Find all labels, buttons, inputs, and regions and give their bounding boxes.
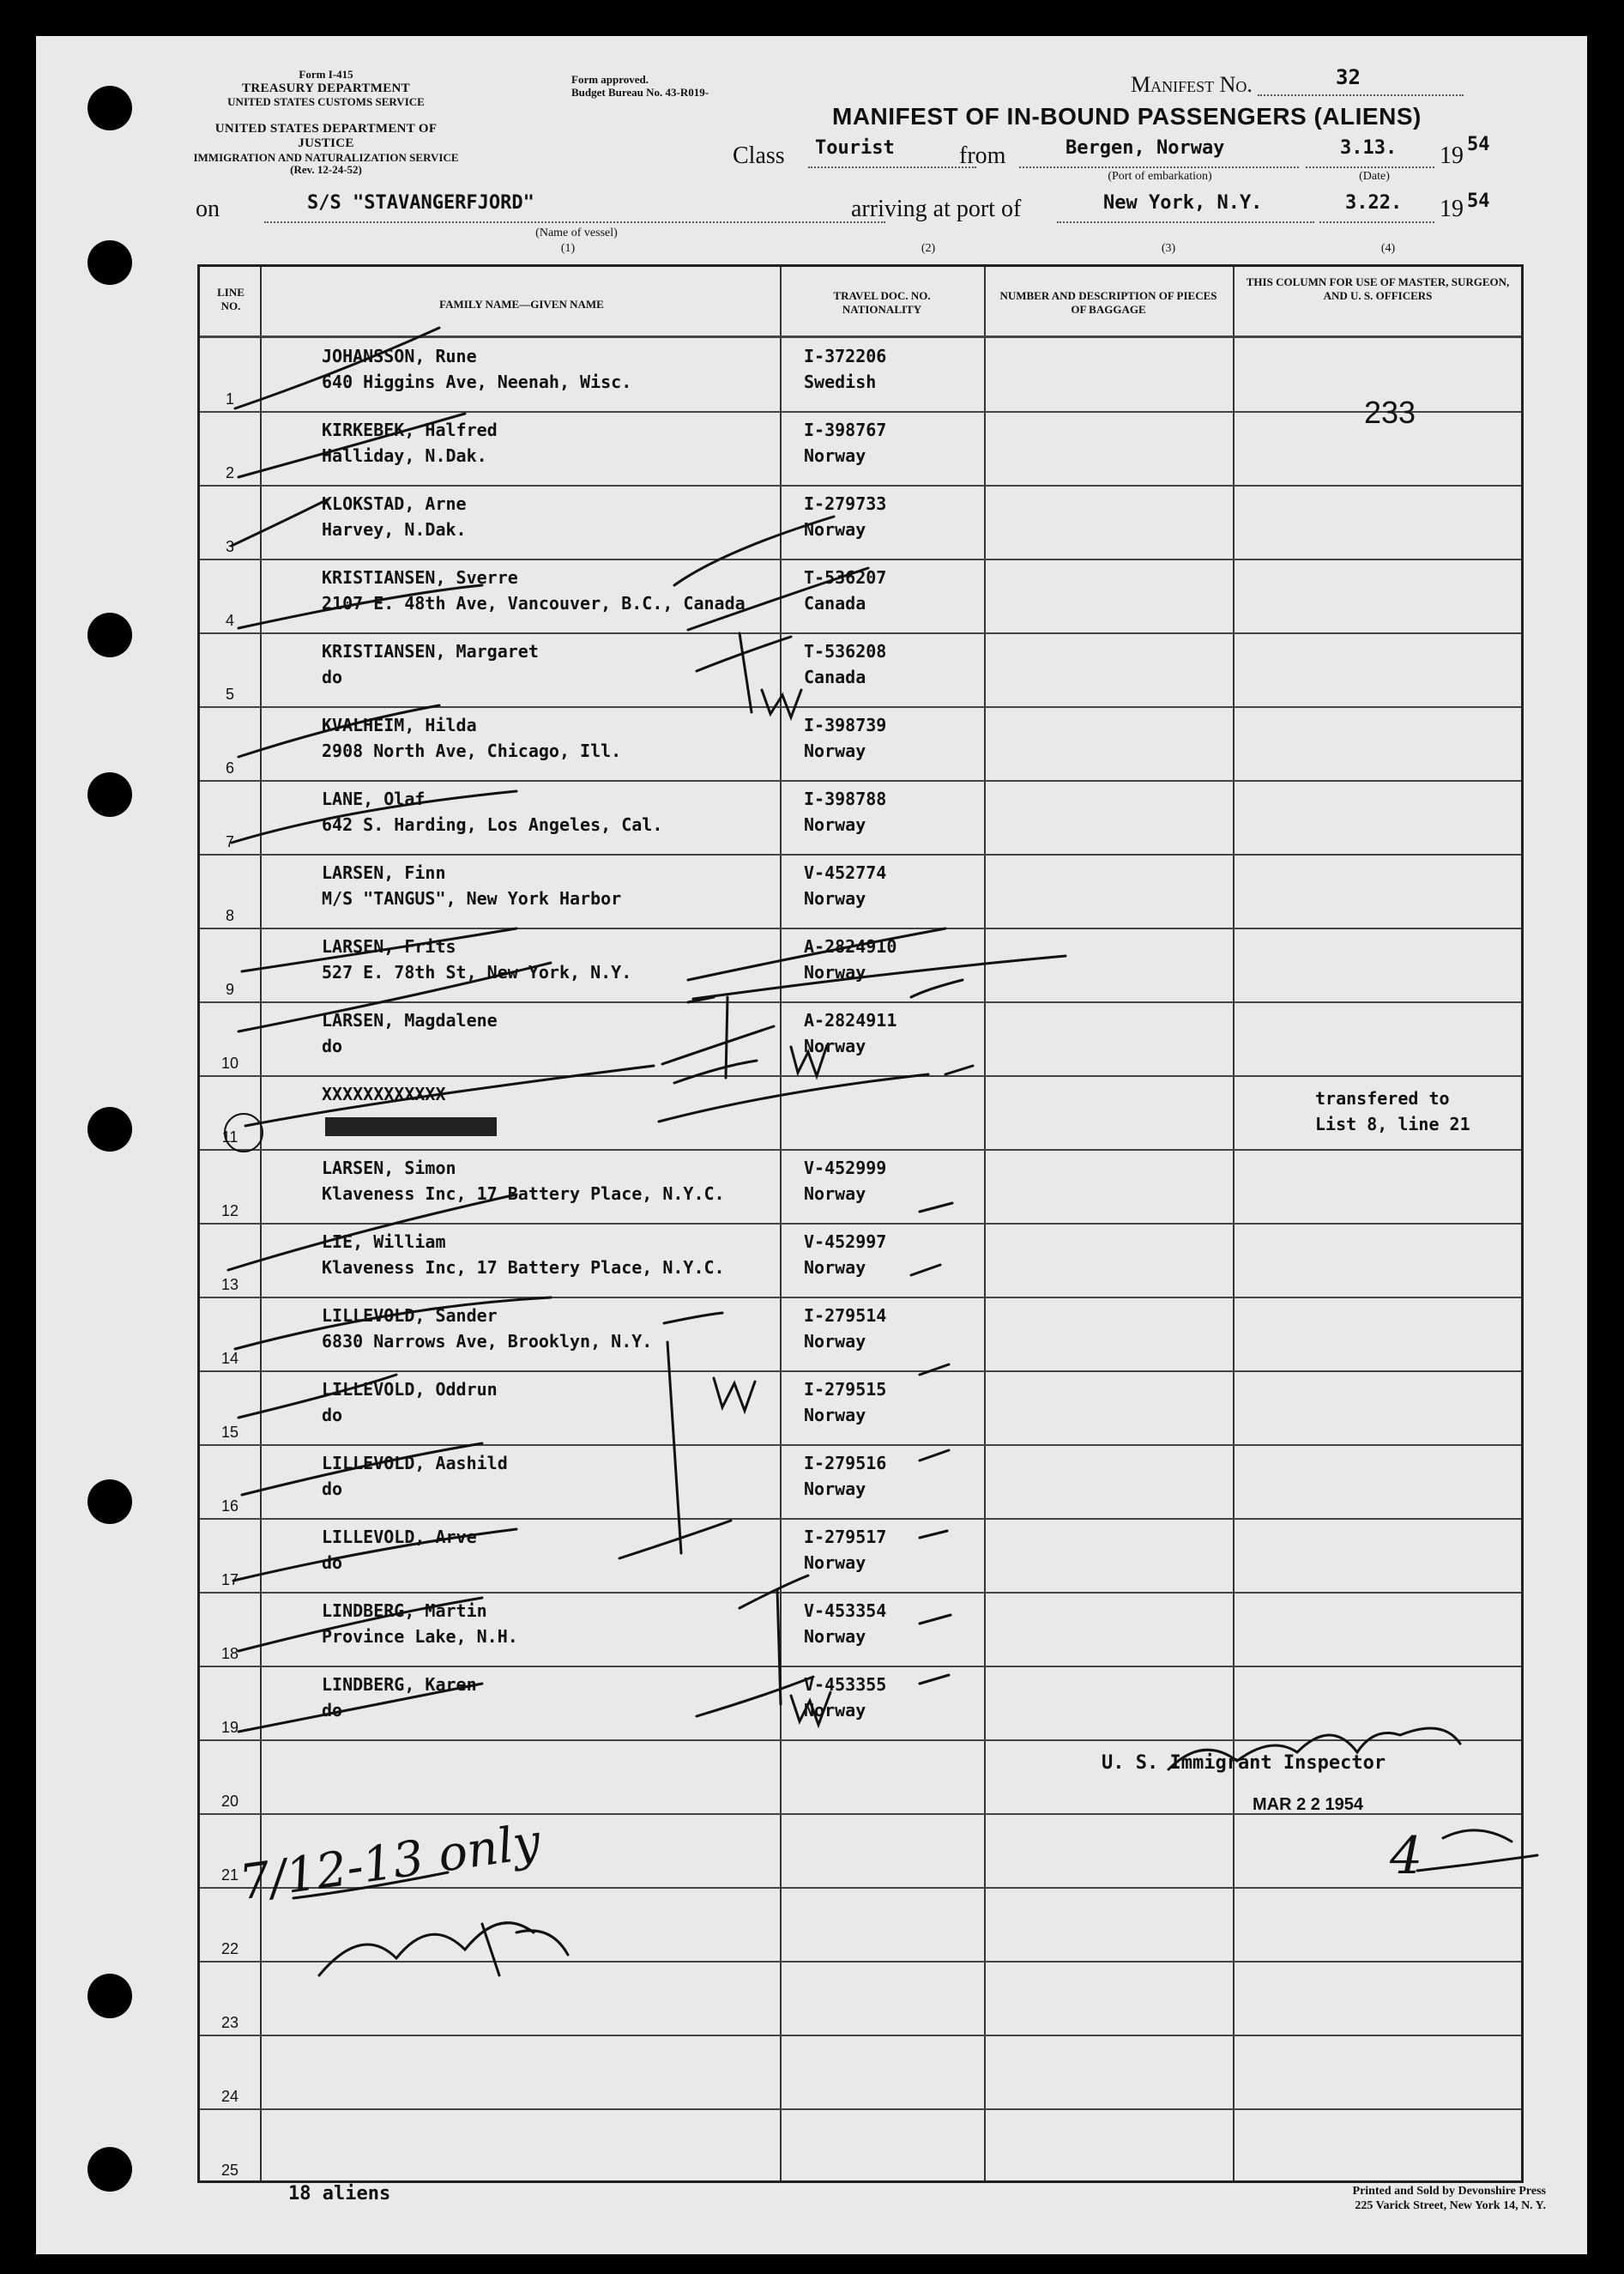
line-number: 11 (221, 1128, 238, 1146)
line-number: 8 (225, 907, 234, 924)
nationality: Norway (804, 1183, 866, 1204)
nationality: Norway (804, 1552, 866, 1573)
line-number: 13 (220, 1276, 239, 1293)
manifest-number: 32 (1336, 65, 1361, 89)
passenger-name: LILLEVOLD, Aashild (322, 1453, 508, 1473)
nationality: Norway (804, 1626, 866, 1647)
manifest-label: Manifest No. (1131, 72, 1253, 97)
line-number: 20 (220, 1793, 239, 1810)
departure-year: 54 (1467, 134, 1490, 155)
vessel-name: S/S "STAVANGERFJORD" (307, 192, 534, 214)
line-number: 24 (220, 2088, 239, 2105)
travel-doc-number: I-398767 (804, 420, 887, 440)
passenger-name: KRISTIANSEN, Sverre (322, 567, 518, 588)
budget-bureau: Budget Bureau No. 43-R019- (571, 85, 709, 99)
nationality: Norway (804, 741, 866, 761)
travel-doc-number: I-279514 (804, 1305, 887, 1326)
line-number: 1 (225, 390, 234, 408)
col-line-no: LINE NO. (217, 286, 245, 312)
revision: (Rev. 12-24-52) (290, 163, 362, 177)
line-number: 3 (225, 538, 234, 555)
line-number: 10 (220, 1055, 239, 1072)
arriving-col-no: (2) (921, 242, 936, 255)
date-caption: (Date) (1359, 170, 1390, 183)
line-number: 16 (220, 1497, 239, 1515)
passenger-address: M/S "TANGUS", New York Harbor (322, 888, 622, 909)
passenger-address: Harvey, N.Dak. (322, 519, 467, 540)
line-number: 7 (225, 833, 234, 850)
passenger-name: LILLEVOLD, Arve (322, 1527, 477, 1547)
line-number: 18 (220, 1645, 239, 1662)
stamp-233: 233 (1364, 395, 1416, 430)
passenger-address: 2107 E. 48th Ave, Vancouver, B.C., Canada (322, 593, 746, 614)
class-label: Class (733, 142, 785, 169)
form-number: Form I-415 (299, 68, 353, 81)
printer-line-1: Printed and Sold by Devonshire Press (1352, 2185, 1546, 2198)
travel-doc-number: I-279516 (804, 1453, 887, 1473)
nationality: Norway (804, 519, 866, 540)
travel-doc-number: I-279733 (804, 493, 887, 514)
line-number: 23 (220, 2014, 239, 2031)
nationality: Norway (804, 962, 866, 983)
port-caption: (Port of embarkation) (1108, 170, 1212, 183)
treasury-dept: TREASURY DEPARTMENT (242, 81, 410, 95)
line-number: 22 (220, 1940, 239, 1957)
nationality: Norway (804, 1405, 866, 1425)
passenger-address: Klaveness Inc, 17 Battery Place, N.Y.C. (322, 1183, 725, 1204)
line-number: 21 (220, 1866, 239, 1884)
embarkation-port: Bergen, Norway (1066, 137, 1225, 159)
class-value: Tourist (815, 137, 895, 159)
line-number: 17 (220, 1571, 239, 1588)
nationality: Norway (804, 814, 866, 835)
nationality: Swedish (804, 372, 877, 392)
travel-doc-number: I-279517 (804, 1527, 887, 1547)
port-col-no: (3) (1161, 242, 1176, 255)
line-number: 15 (220, 1424, 239, 1441)
travel-doc-number: T-536208 (804, 641, 887, 662)
passenger-name: LINDBERG, Martin (322, 1600, 487, 1621)
arrival-port: New York, N.Y. (1103, 192, 1263, 214)
from-label: from (959, 142, 1006, 169)
vessel-caption: (Name of vessel) (535, 227, 618, 239)
passenger-name: LILLEVOLD, Oddrun (322, 1379, 498, 1400)
col-travel-doc: TRAVEL DOC. NO. NATIONALITY (833, 289, 931, 316)
date-col-no: (4) (1380, 242, 1396, 255)
officer-remark: transfered to List 8, line 21 (1315, 1088, 1470, 1134)
nationality: Norway (804, 888, 866, 909)
form-approved: Form approved. (571, 73, 649, 86)
nationality: Norway (804, 1331, 866, 1352)
on-label: on (196, 196, 220, 222)
manifest-title: MANIFEST OF IN-BOUND PASSENGERS (ALIENS) (832, 103, 1422, 130)
line-number: 5 (225, 686, 234, 703)
year-prefix-2: 19 (1440, 196, 1464, 222)
line-number: 4 (225, 612, 234, 629)
passenger-name: KLOKSTAD, Arne (322, 493, 467, 514)
line-number: 9 (225, 981, 234, 998)
travel-doc-number: V-453354 (804, 1600, 887, 1621)
handwritten-initial-4: 4 (1390, 1826, 1423, 1886)
passenger-address: do (322, 667, 343, 687)
line-number: 14 (220, 1350, 239, 1367)
passenger-name: LARSEN, Magdalene (322, 1010, 498, 1031)
col-baggage: NUMBER AND DESCRIPTION OF PIECES OF BAGGAGE (999, 289, 1217, 316)
passenger-address: do (322, 1036, 343, 1056)
arriving-label: arriving at port of (851, 196, 1022, 222)
line-number: 2 (225, 464, 234, 481)
nationality: Norway (804, 1257, 866, 1278)
col-officers: THIS COLUMN FOR USE OF MASTER, SURGEON, AND U. S. OFFICERS (1246, 275, 1510, 302)
handwriting-marks (36, 36, 1587, 2254)
travel-doc-number: V-452997 (804, 1231, 887, 1252)
nationality: Canada (804, 667, 866, 687)
nationality: Norway (804, 1479, 866, 1499)
line-number: 6 (225, 759, 234, 777)
passenger-address: 527 E. 78th St, New York, N.Y. (322, 962, 632, 983)
passenger-name: LARSEN, Frits (322, 936, 456, 957)
passenger-name: LARSEN, Finn (322, 862, 446, 883)
passenger-name: KRISTIANSEN, Margaret (322, 641, 539, 662)
line-number: 12 (220, 1202, 239, 1219)
inspector-title: U. S. Immigrant Inspector (1102, 1752, 1386, 1774)
passenger-address: 640 Higgins Ave, Neenah, Wisc. (322, 372, 632, 392)
inspection-stamp-date: MAR 2 2 1954 (1253, 1795, 1363, 1814)
travel-doc-number: I-372206 (804, 346, 887, 366)
travel-doc-number: V-452999 (804, 1158, 887, 1178)
travel-doc-number: V-453355 (804, 1674, 887, 1695)
passenger-address: Klaveness Inc, 17 Battery Place, N.Y.C. (322, 1257, 725, 1278)
passenger-address: do (322, 1700, 343, 1721)
alien-count: 18 aliens (288, 2183, 391, 2204)
line-number: 19 (220, 1719, 239, 1736)
passenger-name: LARSEN, Simon (322, 1158, 456, 1178)
nationality: Canada (804, 593, 866, 614)
nationality: Norway (804, 1036, 866, 1056)
passenger-name: KIRKEBEK, Halfred (322, 420, 498, 440)
passenger-name: LINDBERG, Karen (322, 1674, 477, 1695)
passenger-name: LIE, William (322, 1231, 446, 1252)
passenger-address: Province Lake, N.H. (322, 1626, 518, 1647)
manifest-page (36, 36, 1587, 2254)
vessel-col-no: (1) (560, 242, 576, 255)
arrival-year: 54 (1467, 191, 1490, 212)
travel-doc-number: V-452774 (804, 862, 887, 883)
passenger-name: LILLEVOLD, Sander (322, 1305, 498, 1326)
passenger-address: do (322, 1552, 343, 1573)
passenger-address: 642 S. Harding, Los Angeles, Cal. (322, 814, 663, 835)
departure-date: 3.13. (1340, 137, 1398, 159)
travel-doc-number: I-398739 (804, 715, 887, 735)
passenger-address: 2908 North Ave, Chicago, Ill. (322, 741, 622, 761)
passenger-name: KVALHEIM, Hilda (322, 715, 477, 735)
nationality: Norway (804, 445, 866, 466)
travel-doc-number: I-279515 (804, 1379, 887, 1400)
printer-line-2: 225 Varick Street, New York 14, N. Y. (1355, 2198, 1546, 2212)
passenger-name: LANE, Olaf (322, 789, 426, 809)
passenger-address: do (322, 1479, 343, 1499)
customs-service: UNITED STATES CUSTOMS SERVICE (227, 95, 425, 109)
travel-doc-number: I-398788 (804, 789, 887, 809)
col-name: FAMILY NAME—GIVEN NAME (439, 298, 604, 311)
justice-dept: UNITED STATES DEPARTMENT OF JUSTICE (214, 122, 438, 151)
nationality: Norway (804, 1700, 866, 1721)
travel-doc-number: A-2824911 (804, 1010, 897, 1031)
passenger-address: Halliday, N.Dak. (322, 445, 487, 466)
travel-doc-number: A-2824910 (804, 936, 897, 957)
travel-doc-number: T-536207 (804, 567, 887, 588)
arrival-date: 3.22. (1345, 192, 1403, 214)
ins-service: IMMIGRATION AND NATURALIZATION SERVICE (193, 150, 459, 164)
passenger-name: XXXXXXXXXXXX (322, 1084, 446, 1104)
line-number: 25 (220, 2162, 239, 2179)
passenger-address: do (322, 1405, 343, 1425)
passenger-name: JOHANSSON, Rune (322, 346, 477, 366)
year-prefix-1: 19 (1440, 142, 1464, 169)
handwritten-note: 7/12-13 only (236, 1813, 544, 1912)
passenger-address: 6830 Narrows Ave, Brooklyn, N.Y. (322, 1331, 653, 1352)
